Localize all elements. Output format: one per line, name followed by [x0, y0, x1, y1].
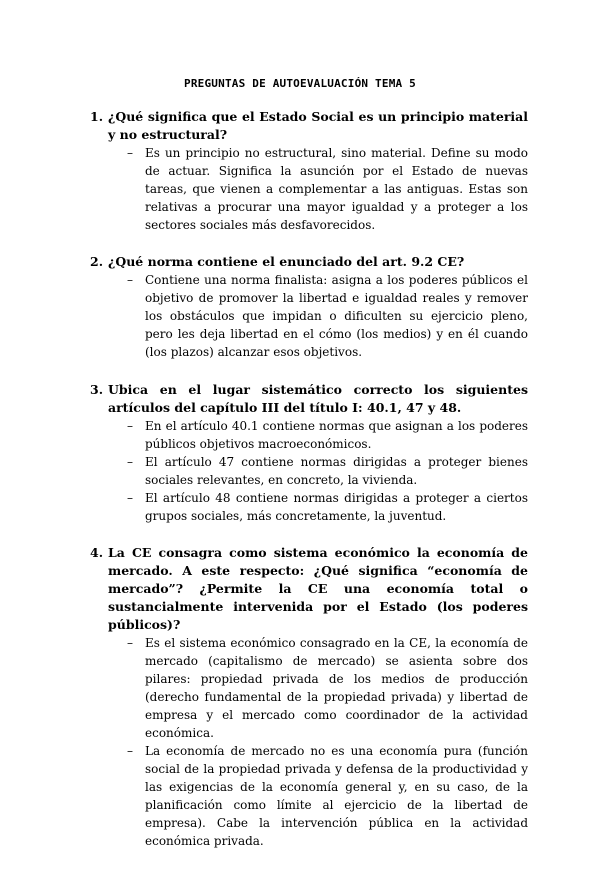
answer-item: [90, 634, 528, 742]
answer-text: Es un principio no estructural, sino material. Define su modo de actuar. Significa la asunción por el Estado de nuevas tareas, que vienen a complementar a las antiguas. Estas son relativas a procurar una mayor igualdad y a proteger a los sectores sociales más desfavorecidos.: [145, 146, 528, 232]
question-list: [90, 108, 528, 869]
question-heading: [90, 253, 528, 271]
answer-text: El artículo 48 contiene normas dirigidas a proteger a ciertos grupos sociales, más concretamente, la juventud.: [145, 491, 528, 523]
dash-bullet: –: [127, 636, 133, 650]
question-text: ¿Qué norma contiene el enunciado del art. 9.2 CE?: [108, 254, 465, 269]
dash-bullet: –: [127, 146, 133, 160]
answer-text: La economía de mercado no es una economía pura (función social de la propiedad privada y defensa de la productividad y las exigencias de la economía general y, en su caso, de la planificación como límite al ejercicio de la libertad de empresa). Cabe la intervención pública en la actividad económica privada.: [145, 744, 528, 848]
question-text: Ubica en el lugar sistemático correcto los siguientes artículos del capítulo III del título I: 40.1, 47 y 48.: [108, 382, 528, 415]
question-number: 4.: [90, 545, 104, 560]
question-item: [90, 108, 528, 234]
answer-item: [90, 271, 528, 361]
question-item: [90, 544, 528, 850]
answer-item: [90, 144, 528, 234]
question-text: La CE consagra como sistema económico la economía de mercado. A este respecto: ¿Qué significa “economía de mercado”? ¿Permite la CE una economía total o sustancialmente intervenida por el Estado (los poderes públicos)?: [108, 545, 528, 632]
answer-list: [90, 271, 528, 361]
dash-bullet: –: [127, 273, 133, 287]
answer-list: [90, 634, 528, 850]
answer-text: El artículo 47 contiene normas dirigidas a proteger bienes sociales relevantes, en concreto, la vivienda.: [145, 455, 528, 487]
dash-bullet: –: [127, 419, 133, 433]
answer-text: Es el sistema económico consagrado en la CE, la economía de mercado (capitalismo de mercado) se asienta sobre dos pilares: propiedad privada de los medios de producción (derecho fundamental de la propiedad privada) y libertad de empresa y el mercado como coordinador de la actividad económica.: [145, 636, 528, 740]
question-heading: [90, 108, 528, 144]
answer-list: [90, 417, 528, 525]
question-item: [90, 381, 528, 525]
dash-bullet: –: [127, 455, 133, 469]
question-item: [90, 253, 528, 361]
question-heading: [90, 381, 528, 417]
answer-list: [90, 144, 528, 234]
answer-item: [90, 742, 528, 850]
answer-text: Contiene una norma finalista: asigna a los poderes públicos el objetivo de promover la libertad e igualdad reales y remover los obstáculos que impidan o dificulten su ejercicio pleno, pero les deja libertad en el cómo (los medios) y en él cuando (los plazos) alcanzar esos objetivos.: [145, 273, 528, 359]
answer-item: [90, 453, 528, 489]
answer-item: [90, 489, 528, 525]
question-number: 2.: [90, 254, 104, 269]
answer-text: En el artículo 40.1 contiene normas que asignan a los poderes públicos objetivos macroeconómicos.: [145, 419, 528, 451]
question-number: 1.: [90, 109, 104, 124]
question-number: 3.: [90, 382, 104, 397]
answer-item: [90, 417, 528, 453]
dash-bullet: –: [127, 491, 133, 505]
dash-bullet: –: [127, 744, 133, 758]
page-title: PREGUNTAS DE AUTOEVALUACIÓN TEMA 5: [184, 77, 416, 90]
question-heading: [90, 544, 528, 634]
question-text: ¿Qué significa que el Estado Social es un principio material y no estructural?: [108, 109, 528, 142]
